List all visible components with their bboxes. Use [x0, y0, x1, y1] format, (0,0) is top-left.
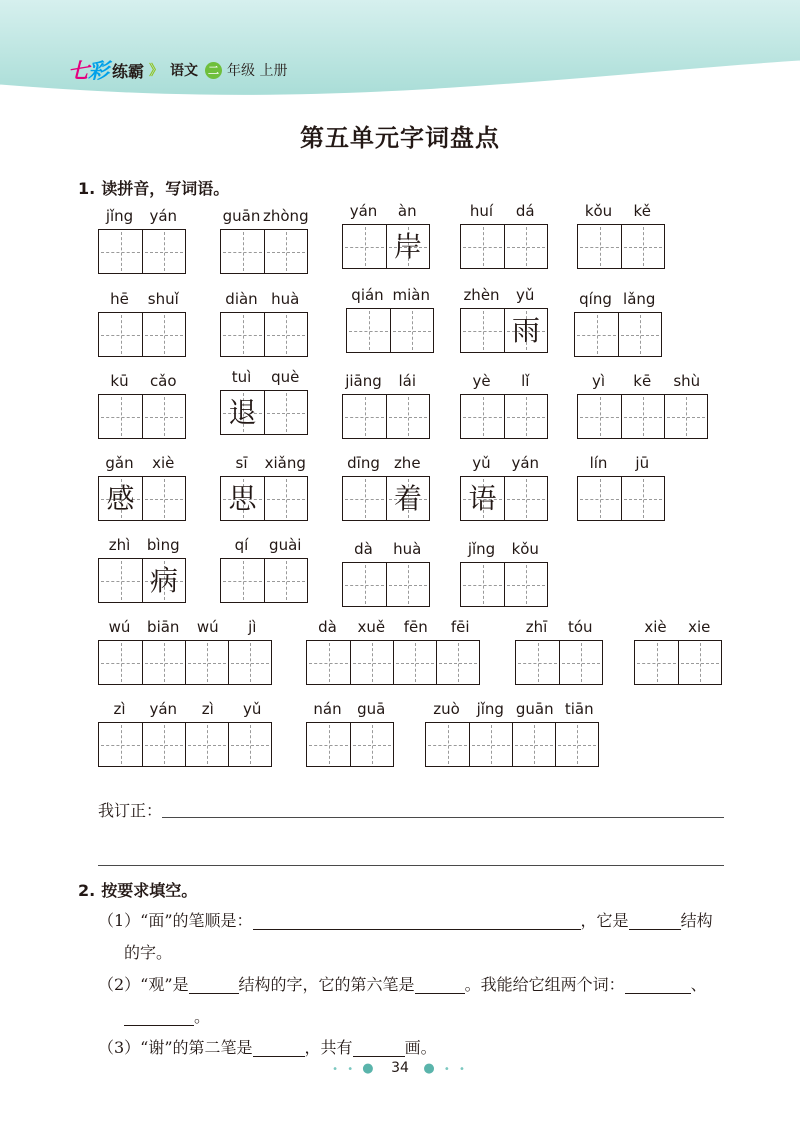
q2-item3-line	[98, 1035, 437, 1058]
writing-cell[interactable]	[461, 225, 504, 268]
writing-cell[interactable]	[386, 395, 429, 438]
pinyin-syllable: guā	[357, 700, 386, 718]
pinyin-syllable: shù	[673, 372, 701, 390]
pinyin-syllable: huà	[271, 290, 300, 308]
pinyin-syllable: diàn	[225, 290, 258, 308]
pinyin-syllable: jǐng	[105, 207, 134, 225]
pinyin-syllable: qián	[351, 286, 384, 304]
q2-item2-text-d: 、	[690, 975, 707, 994]
writing-cell[interactable]	[386, 563, 429, 606]
q2-item1-text-d: 的字。	[124, 943, 173, 962]
brand-bar	[68, 56, 287, 84]
q2-item2-text-e: 。	[194, 1007, 211, 1026]
writing-cell[interactable]	[575, 313, 618, 356]
header-wave	[0, 0, 800, 105]
brand-name: 练霸	[112, 61, 145, 81]
pinyin-syllable: dīng	[347, 454, 380, 472]
q1-heading	[78, 176, 229, 199]
writing-cell[interactable]	[343, 225, 386, 268]
writing-cell[interactable]	[578, 477, 621, 520]
pinyin-syllable: qíng	[579, 290, 612, 308]
pinyin-syllable: yè	[472, 372, 491, 390]
chevron-icon: 》	[149, 63, 164, 79]
pinyin-syllable: guài	[269, 536, 302, 554]
writing-cell[interactable]	[228, 723, 271, 766]
q2-item2-text: （2）“观”是	[98, 975, 189, 994]
tianzige-boxes	[98, 394, 186, 439]
pinyin-syllable: gǎn	[105, 454, 134, 472]
pinyin-syllable: zhì	[108, 536, 131, 554]
pinyin-syllable: lǎng	[623, 290, 656, 308]
pinyin-syllable: guān	[222, 207, 261, 225]
writing-cell[interactable]	[343, 563, 386, 606]
pinyin-syllable: yán	[511, 454, 540, 472]
given-character: 感	[106, 481, 135, 515]
writing-cell[interactable]	[386, 225, 429, 268]
writing-cell[interactable]	[264, 477, 307, 520]
tianzige-boxes	[342, 562, 430, 607]
pinyin-syllable: yǔ	[243, 700, 262, 718]
q1-number: 1.	[78, 179, 96, 198]
pinyin-syllable: zhòng	[263, 207, 309, 225]
tianzige-boxes	[460, 308, 548, 353]
writing-cell[interactable]	[343, 395, 386, 438]
pinyin-syllable: yán	[149, 700, 178, 718]
writing-cell[interactable]	[621, 477, 664, 520]
tianzige-boxes	[342, 224, 430, 269]
writing-cell[interactable]	[99, 559, 142, 602]
pinyin-syllable: wú	[196, 618, 219, 636]
given-character: 岸	[393, 229, 422, 263]
pinyin-syllable: lǐ	[521, 372, 530, 390]
pinyin-syllable: xie	[688, 618, 711, 636]
q2-item1-text: （1）“面”的笔顺是：	[98, 911, 253, 930]
pinyin-syllable: dá	[515, 202, 535, 220]
pinyin-syllable: cǎo	[149, 372, 177, 390]
writing-cell[interactable]	[99, 477, 142, 520]
writing-cell[interactable]	[469, 723, 512, 766]
tianzige-boxes	[425, 722, 599, 767]
q2-item1-text-b: ，它是	[580, 911, 629, 930]
writing-cell[interactable]	[461, 309, 504, 352]
pinyin-syllable: kě	[633, 202, 651, 220]
writing-cell[interactable]	[264, 313, 307, 356]
given-character: 退	[228, 395, 257, 429]
tianzige-boxes	[306, 640, 480, 685]
tianzige-boxes	[634, 640, 722, 685]
q2-item3-text-c: 画。	[404, 1038, 437, 1057]
stroke-order-blank[interactable]	[253, 911, 581, 930]
tianzige-boxes	[577, 224, 665, 269]
pinyin-syllable: què	[271, 368, 300, 386]
q2-number: 2.	[78, 881, 96, 900]
pinyin-syllable: wú	[108, 618, 131, 636]
writing-cell[interactable]	[426, 723, 469, 766]
tianzige-boxes	[460, 476, 548, 521]
pinyin-syllable: xuě	[357, 618, 386, 636]
tianzige-boxes	[98, 558, 186, 603]
pinyin-syllable: guān	[515, 700, 554, 718]
writing-cell[interactable]	[221, 313, 264, 356]
pinyin-syllable: jì	[248, 618, 257, 636]
pinyin-syllable: lín	[589, 454, 608, 472]
writing-cell[interactable]	[221, 391, 264, 434]
pinyin-syllable: kū	[110, 372, 129, 390]
writing-cell[interactable]	[99, 313, 142, 356]
writing-cell[interactable]	[678, 641, 721, 684]
structure-blank[interactable]	[629, 911, 681, 930]
writing-cell[interactable]	[461, 563, 504, 606]
writing-cell[interactable]	[350, 723, 393, 766]
pinyin-syllable: àn	[397, 202, 417, 220]
given-character: 语	[468, 481, 497, 515]
writing-cell[interactable]	[264, 559, 307, 602]
pinyin-syllable: zì	[113, 700, 126, 718]
pinyin-syllable: jǐng	[467, 540, 496, 558]
writing-cell[interactable]	[393, 641, 436, 684]
given-character: 雨	[511, 313, 540, 347]
pinyin-syllable: sī	[235, 454, 248, 472]
pinyin-syllable: dà	[318, 618, 337, 636]
writing-cell[interactable]	[436, 641, 479, 684]
writing-cell[interactable]	[618, 313, 661, 356]
sixth-stroke-blank[interactable]	[415, 975, 465, 994]
pinyin-syllable: fēn	[403, 618, 428, 636]
writing-cell[interactable]	[142, 395, 185, 438]
q2-item1-line2	[124, 940, 172, 963]
writing-cell[interactable]	[307, 641, 350, 684]
pinyin-syllable: kǒu	[511, 540, 539, 558]
correction-label: 我订正：	[98, 801, 163, 820]
tianzige-boxes	[98, 229, 186, 274]
pinyin-syllable: fēi	[450, 618, 470, 636]
writing-cell[interactable]	[635, 641, 678, 684]
pinyin-syllable: yǔ	[472, 454, 491, 472]
footer-dots-left: • • ●	[332, 1061, 377, 1076]
grade-badge: 二	[205, 62, 222, 79]
tianzige-boxes	[460, 562, 548, 607]
tianzige-boxes	[460, 224, 548, 269]
tianzige-boxes	[98, 476, 186, 521]
q2-item2-text-c: 。我能给它组两个词：	[464, 975, 625, 994]
writing-cell[interactable]	[461, 477, 504, 520]
pinyin-syllable: lái	[398, 372, 417, 390]
tianzige-boxes	[98, 640, 272, 685]
writing-cell[interactable]	[461, 395, 504, 438]
writing-cell[interactable]	[621, 395, 664, 438]
pinyin-syllable: zhèn	[463, 286, 500, 304]
writing-cell[interactable]	[578, 395, 621, 438]
q2-item3-text-b: ，共有	[304, 1038, 353, 1057]
pinyin-syllable: tuì	[231, 368, 252, 386]
pinyin-syllable: bìng	[146, 536, 180, 554]
pinyin-syllable: xiè	[644, 618, 667, 636]
page-title: 第五单元字词盘点	[300, 123, 500, 152]
q2-heading	[78, 878, 197, 901]
writing-cell[interactable]	[347, 309, 390, 352]
pinyin-syllable: dà	[354, 540, 373, 558]
pinyin-syllable: yǔ	[516, 286, 535, 304]
pinyin-syllable: yì	[591, 372, 606, 390]
given-character: 病	[149, 563, 178, 597]
correction-line-2[interactable]	[98, 865, 724, 866]
writing-cell[interactable]	[99, 395, 142, 438]
writing-cell[interactable]	[512, 723, 555, 766]
tianzige-boxes	[306, 722, 394, 767]
writing-cell[interactable]	[142, 559, 185, 602]
tianzige-boxes	[577, 394, 708, 439]
pinyin-syllable: yán	[149, 207, 178, 225]
writing-cell[interactable]	[264, 230, 307, 273]
tianzige-boxes	[220, 390, 308, 435]
writing-cell[interactable]	[386, 477, 429, 520]
header-band	[0, 0, 800, 105]
pinyin-syllable: kē	[633, 372, 652, 390]
given-character: 思	[228, 481, 257, 515]
second-stroke-blank[interactable]	[253, 1038, 305, 1057]
correction-line[interactable]	[162, 817, 724, 818]
subject-label: 语文	[170, 63, 199, 79]
q2-text: 按要求填空。	[101, 881, 198, 900]
q2-item2-text-b: 结构的字，它的第六笔是	[238, 975, 415, 994]
pinyin-syllable: xiǎng	[264, 454, 306, 472]
writing-cell[interactable]	[142, 641, 185, 684]
tianzige-boxes	[515, 640, 603, 685]
writing-cell[interactable]	[504, 395, 547, 438]
tianzige-boxes	[220, 229, 308, 274]
writing-cell[interactable]	[99, 230, 142, 273]
pinyin-syllable: yán	[349, 202, 378, 220]
writing-cell[interactable]	[390, 309, 433, 352]
pinyin-syllable: biān	[147, 618, 180, 636]
writing-cell[interactable]	[99, 723, 142, 766]
pinyin-syllable: tiān	[564, 700, 594, 718]
pinyin-syllable: zuò	[433, 700, 460, 718]
writing-cell[interactable]	[264, 391, 307, 434]
writing-cell[interactable]	[185, 641, 228, 684]
tianzige-boxes	[220, 558, 308, 603]
writing-cell[interactable]	[142, 313, 185, 356]
pinyin-syllable: qí	[234, 536, 249, 554]
pinyin-syllable: hē	[110, 290, 129, 308]
tianzige-boxes	[574, 312, 662, 357]
grade-label: 年级 上册	[227, 63, 288, 79]
tianzige-boxes	[220, 476, 308, 521]
structure-blank-2[interactable]	[189, 975, 239, 994]
tianzige-boxes	[460, 394, 548, 439]
tianzige-boxes	[220, 312, 308, 357]
tianzige-boxes	[98, 722, 272, 767]
writing-cell[interactable]	[142, 477, 185, 520]
pinyin-syllable: shuǐ	[147, 290, 179, 308]
tianzige-boxes	[577, 476, 665, 521]
q2-item3-text: （3）“谢”的第二笔是	[98, 1038, 253, 1057]
writing-cell[interactable]	[504, 563, 547, 606]
pinyin-syllable: jū	[635, 454, 650, 472]
word-blank-2[interactable]	[124, 1007, 194, 1026]
writing-cell[interactable]	[343, 477, 386, 520]
pinyin-syllable: zhe	[393, 454, 421, 472]
tianzige-boxes	[98, 312, 186, 357]
tianzige-boxes	[346, 308, 434, 353]
page-number: 34	[391, 1060, 409, 1076]
q1-text: 读拼音，写词语。	[101, 179, 230, 198]
q2-item1-text-c: 结构	[680, 911, 713, 930]
tianzige-boxes	[342, 394, 430, 439]
writing-cell[interactable]	[142, 723, 185, 766]
writing-cell[interactable]	[516, 641, 559, 684]
writing-cell[interactable]	[578, 225, 621, 268]
writing-cell[interactable]	[228, 641, 271, 684]
pinyin-syllable: zì	[201, 700, 214, 718]
pinyin-syllable: zhī	[525, 618, 548, 636]
pinyin-syllable: xiè	[152, 454, 175, 472]
writing-cell[interactable]	[559, 641, 602, 684]
word-blank-1[interactable]	[625, 975, 691, 994]
pinyin-syllable: miàn	[392, 286, 430, 304]
writing-cell[interactable]	[99, 641, 142, 684]
writing-cell[interactable]	[621, 225, 664, 268]
writing-cell[interactable]	[307, 723, 350, 766]
page-footer	[0, 1060, 800, 1076]
writing-cell[interactable]	[221, 477, 264, 520]
writing-cell[interactable]	[350, 641, 393, 684]
q2-item2-line2	[124, 1004, 210, 1027]
pinyin-syllable: huà	[393, 540, 422, 558]
pinyin-syllable: nán	[313, 700, 342, 718]
pinyin-syllable: huí	[469, 202, 494, 220]
pinyin-syllable: tóu	[567, 618, 593, 636]
pinyin-syllable: jǐng	[476, 700, 504, 718]
writing-cell[interactable]	[142, 230, 185, 273]
writing-cell[interactable]	[504, 225, 547, 268]
brand-logo: 七彩	[68, 58, 108, 83]
writing-cell[interactable]	[221, 230, 264, 273]
writing-cell[interactable]	[555, 723, 598, 766]
writing-cell[interactable]	[185, 723, 228, 766]
given-character: 着	[393, 481, 422, 515]
pinyin-syllable: kǒu	[584, 202, 613, 220]
q2-item2-line	[98, 972, 707, 995]
q2-item1-line	[98, 908, 713, 931]
tianzige-boxes	[342, 476, 430, 521]
writing-cell[interactable]	[504, 477, 547, 520]
writing-cell[interactable]	[221, 559, 264, 602]
writing-cell[interactable]	[504, 309, 547, 352]
footer-dots-right: ● • •	[423, 1061, 468, 1076]
writing-cell[interactable]	[664, 395, 707, 438]
pinyin-syllable: jiāng	[345, 372, 382, 390]
stroke-count-blank[interactable]	[353, 1038, 405, 1057]
